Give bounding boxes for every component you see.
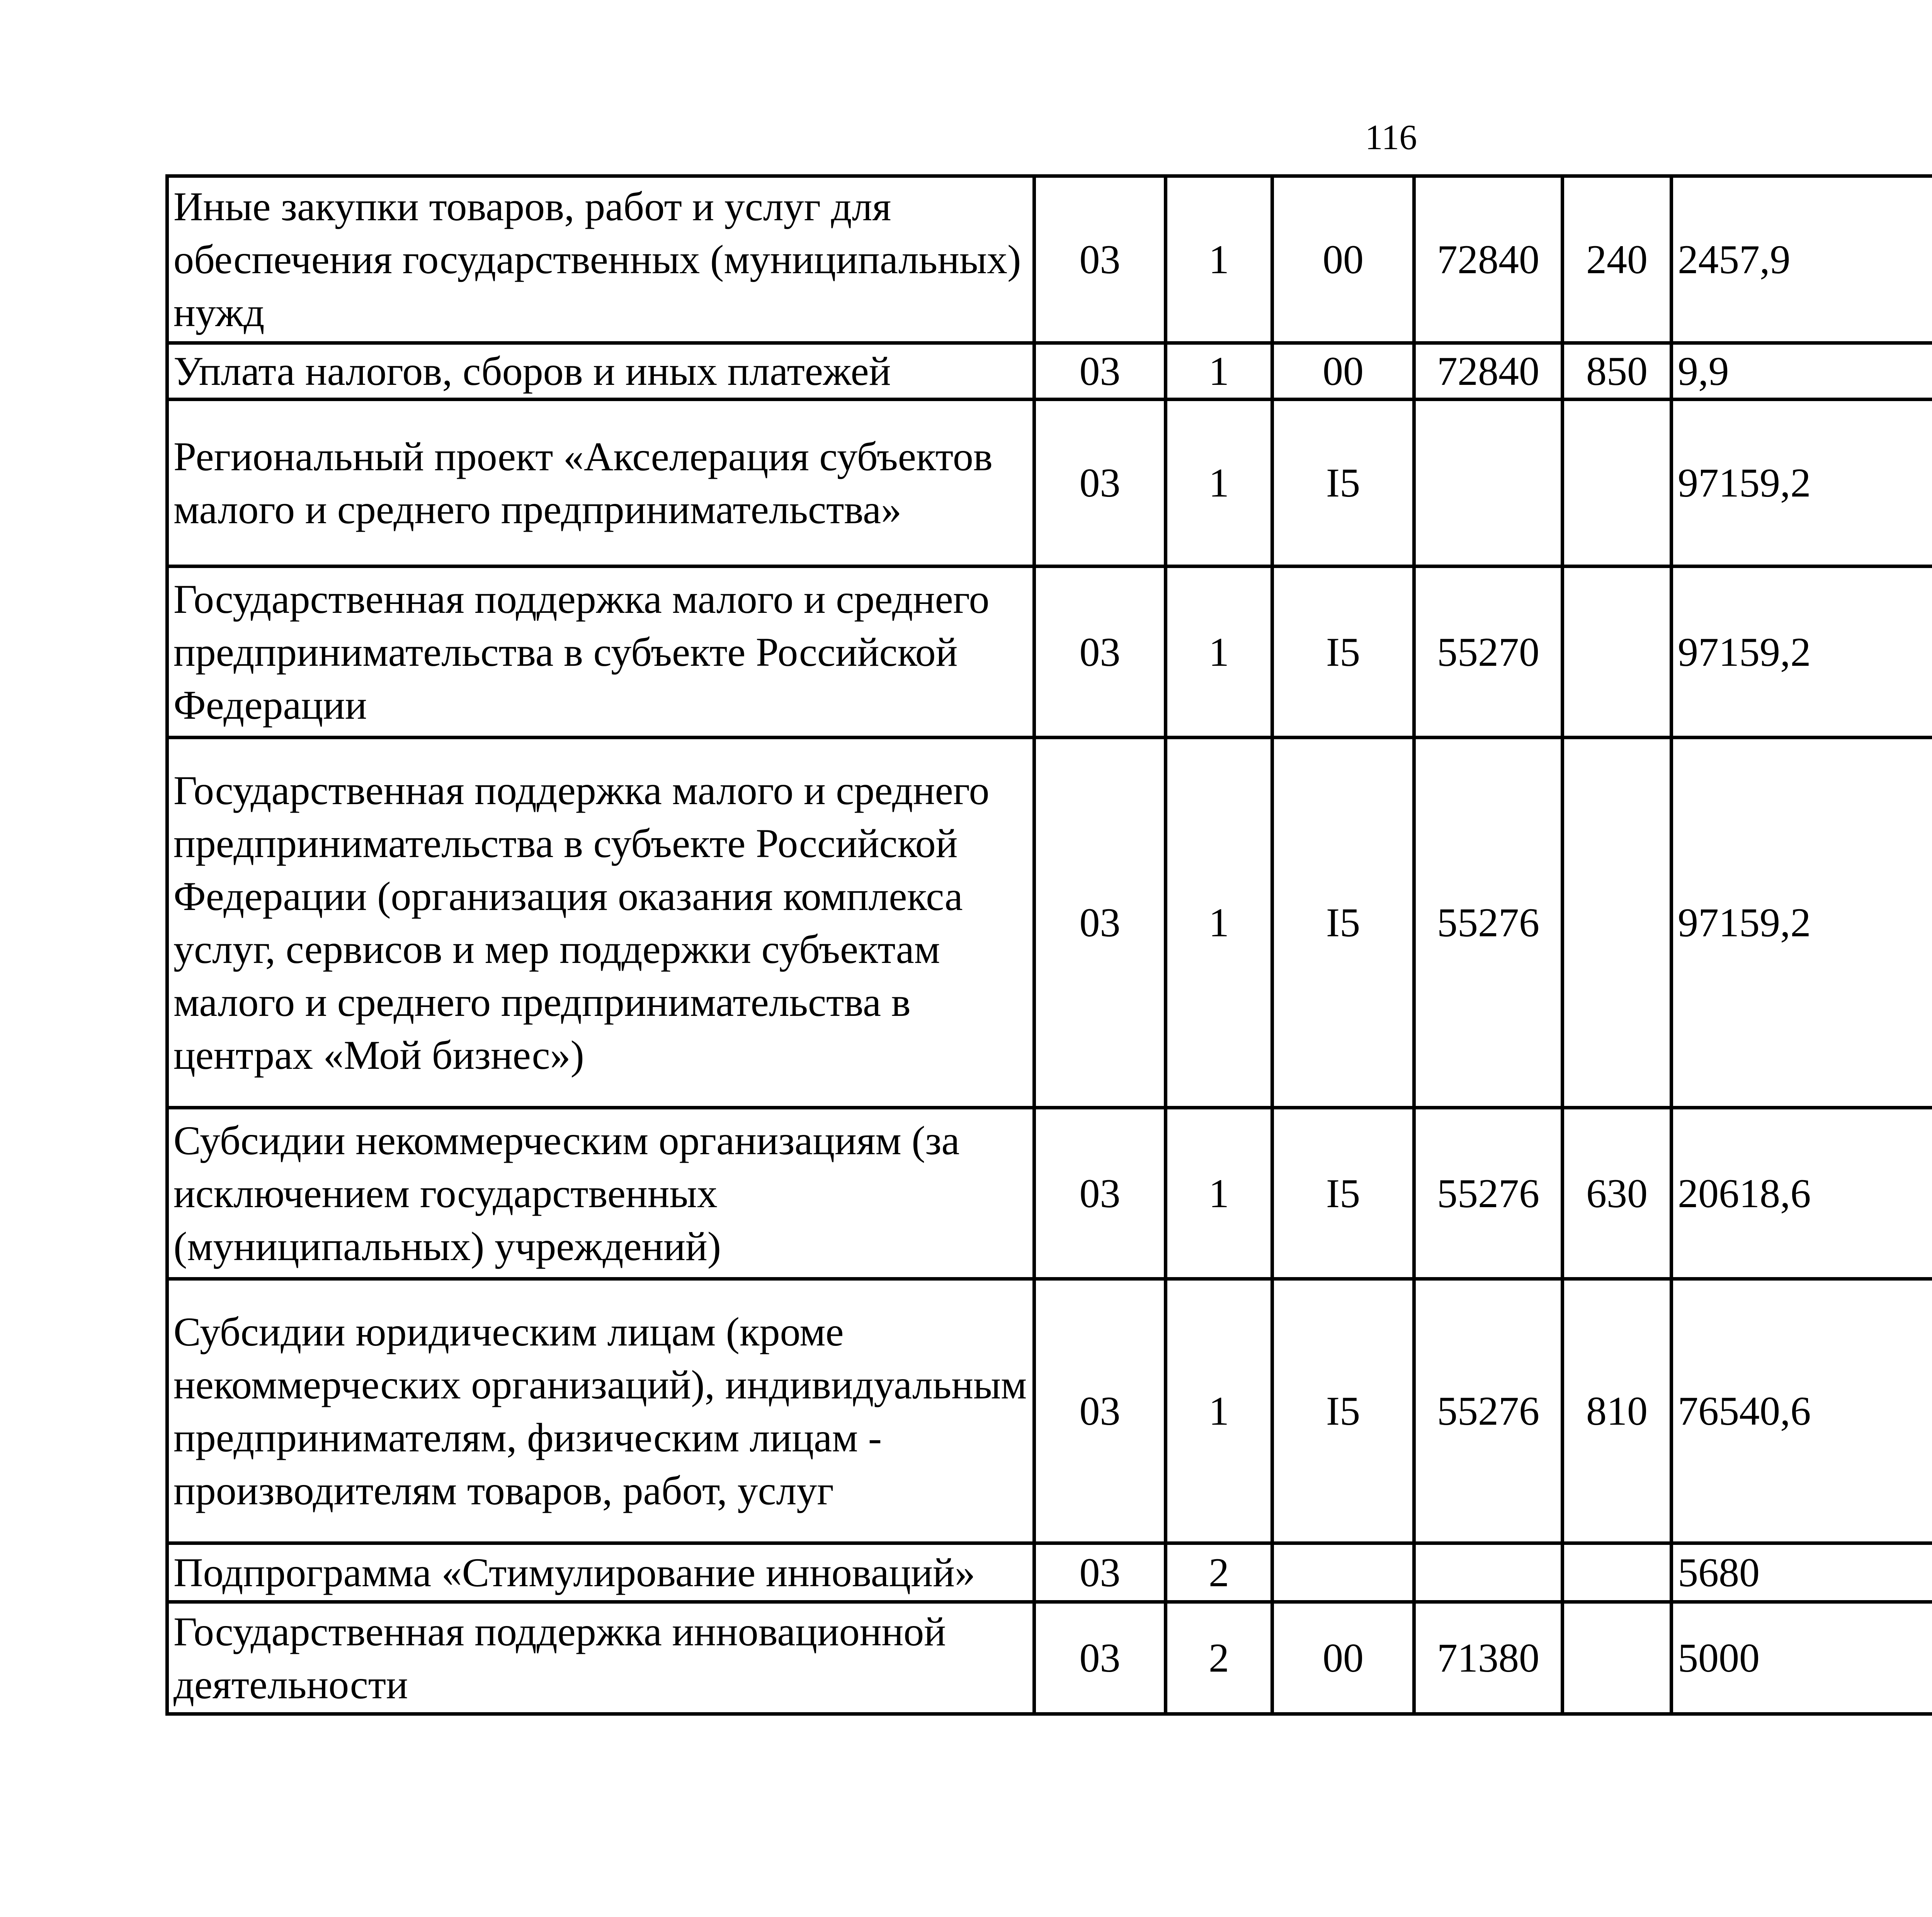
direction-code: 55270 <box>1414 566 1563 738</box>
table-row <box>167 1543 1932 1602</box>
direction-code: 55276 <box>1414 1108 1563 1279</box>
table-row <box>167 738 1932 1108</box>
subprogram-code <box>1272 1543 1414 1602</box>
program-code: 1 <box>1166 738 1272 1108</box>
direction-code <box>1414 1543 1563 1602</box>
direction-code: 72840 <box>1414 343 1563 400</box>
table-row <box>167 343 1932 400</box>
expense-type-code: 850 <box>1563 343 1672 400</box>
direction-code: 55276 <box>1414 738 1563 1108</box>
row-name: Региональный проект «Акселерация субъектов малого и среднего предпринимательства» <box>167 400 1034 566</box>
expense-type-code <box>1563 1543 1672 1602</box>
table-row <box>167 1602 1932 1714</box>
subprogram-code: 00 <box>1272 176 1414 343</box>
program-code: 1 <box>1166 343 1272 400</box>
subprogram-code: 00 <box>1272 1602 1414 1714</box>
row-name: Уплата налогов, сборов и иных платежей <box>167 343 1034 400</box>
amount-year-1: 9,9 <box>1672 343 1932 400</box>
program-code: 1 <box>1166 176 1272 343</box>
program-code: 1 <box>1166 566 1272 738</box>
subprogram-code: I5 <box>1272 1279 1414 1543</box>
row-name: Субсидии юридическим лицам (кроме некоммерческих организаций), индивидуальным предпринимателям, физическим лицам - производителям товаров, работ, услуг <box>167 1279 1034 1543</box>
amount-year-1: 76540,6 <box>1672 1279 1932 1543</box>
direction-code: 55276 <box>1414 1279 1563 1543</box>
direction-code: 72840 <box>1414 176 1563 343</box>
budget-table <box>165 174 1932 1716</box>
expense-type-code: 810 <box>1563 1279 1672 1543</box>
expense-type-code <box>1563 1602 1672 1714</box>
section-code: 03 <box>1034 176 1166 343</box>
expense-type-code: 240 <box>1563 176 1672 343</box>
row-name: Государственная поддержка инновационной деятельности <box>167 1602 1034 1714</box>
row-name: Государственная поддержка малого и среднего предпринимательства в субъекте Российской Федерации <box>167 566 1034 738</box>
program-code: 1 <box>1166 1108 1272 1279</box>
subprogram-code: I5 <box>1272 400 1414 566</box>
row-name: Иные закупки товаров, работ и услуг для обеспечения государственных (муниципальных) нужд <box>167 176 1034 343</box>
section-code: 03 <box>1034 1602 1166 1714</box>
expense-type-code: 630 <box>1563 1108 1672 1279</box>
expense-type-code <box>1563 566 1672 738</box>
section-code: 03 <box>1034 566 1166 738</box>
subprogram-code: I5 <box>1272 738 1414 1108</box>
amount-year-1: 97159,2 <box>1672 566 1932 738</box>
page-number: 116 <box>1365 117 1417 157</box>
row-name: Подпрограмма «Стимулирование инноваций» <box>167 1543 1034 1602</box>
direction-code <box>1414 400 1563 566</box>
section-code: 03 <box>1034 400 1166 566</box>
expense-type-code <box>1563 738 1672 1108</box>
table-row <box>167 566 1932 738</box>
section-code: 03 <box>1034 343 1166 400</box>
amount-year-1: 97159,2 <box>1672 738 1932 1108</box>
row-name: Государственная поддержка малого и среднего предпринимательства в субъекте Российской Федерации (организация оказания комплекса услуг, сервисов и мер поддержки субъектам малого и среднего предпринимательства в центрах «Мой бизнес») <box>167 738 1034 1108</box>
amount-year-1: 2457,9 <box>1672 176 1932 343</box>
program-code: 2 <box>1166 1602 1272 1714</box>
amount-year-1: 5000 <box>1672 1602 1932 1714</box>
subprogram-code: I5 <box>1272 1108 1414 1279</box>
amount-year-1: 20618,6 <box>1672 1108 1932 1279</box>
table-row <box>167 1279 1932 1543</box>
section-code: 03 <box>1034 1108 1166 1279</box>
row-name: Субсидии некоммерческим организациям (за исключением государственных (муниципальных) учреждений) <box>167 1108 1034 1279</box>
section-code: 03 <box>1034 738 1166 1108</box>
subprogram-code: I5 <box>1272 566 1414 738</box>
section-code: 03 <box>1034 1543 1166 1602</box>
table-row <box>167 400 1932 566</box>
table-row <box>167 176 1932 343</box>
subprogram-code: 00 <box>1272 343 1414 400</box>
amount-year-1: 5680 <box>1672 1543 1932 1602</box>
amount-year-1: 97159,2 <box>1672 400 1932 566</box>
section-code: 03 <box>1034 1279 1166 1543</box>
program-code: 1 <box>1166 1279 1272 1543</box>
direction-code: 71380 <box>1414 1602 1563 1714</box>
table-row <box>167 1108 1932 1279</box>
expense-type-code <box>1563 400 1672 566</box>
program-code: 1 <box>1166 400 1272 566</box>
program-code: 2 <box>1166 1543 1272 1602</box>
